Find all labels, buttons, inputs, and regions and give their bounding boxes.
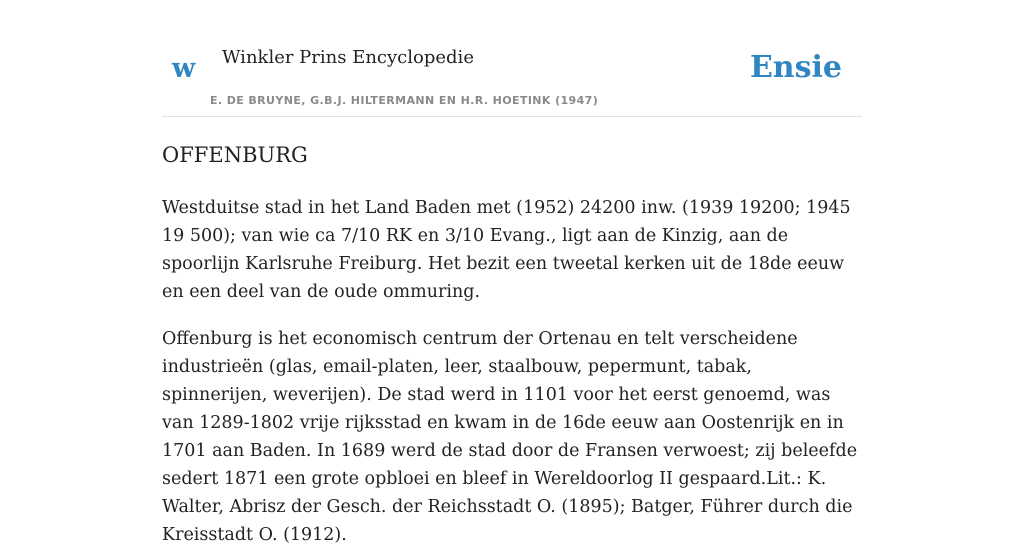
ensie-brand-link[interactable]: Ensie [749, 50, 842, 85]
source-authors: E. DE BRUYNE, G.B.J. HILTERMANN EN H.R. HOETINK (1947) [210, 94, 599, 107]
article [162, 139, 862, 549]
article-paragraph: Offenburg is het economisch centrum der Ortenau en telt verscheidene industrieën (glas, email-platen, leer, staalbouw, pepermunt, tabak, spinnerijen, weverijen). De stad werd in 1101 voor het eerst genoemd, was van 1289-1802 vrije rijksstad en kwam in de 16de eeuw aan Oostenrijk en in 1701 aan Baden. In 1689 werd de stad door de Fransen verwoest; zij beleefde sedert 1871 een grote opbloei en bleef in Wereldoorlog II gespaard.Lit.: K. Walter, Abrisz der Gesch. der Reichsstadt O. (1895); Batger, Führer durch die Kreisstadt O. (1912). [162, 329, 858, 545]
source-header [162, 0, 862, 117]
winkler-prins-logo[interactable]: w [172, 53, 196, 84]
source-title[interactable]: Winkler Prins Encyclopedie [222, 47, 474, 68]
article-paragraph: Westduitse stad in het Land Baden met (1952) 24200 inw. (1939 19200; 1945 19 500); van wie ca 7/10 RK en 3/10 Evang., ligt aan de Kinzig, aan de spoorlijn Karlsruhe Freiburg. Het bezit een tweetal kerken uit de 18de eeuw en een deel van de oude ommuring. [162, 198, 851, 302]
article-headword: OFFENBURG [162, 143, 308, 167]
